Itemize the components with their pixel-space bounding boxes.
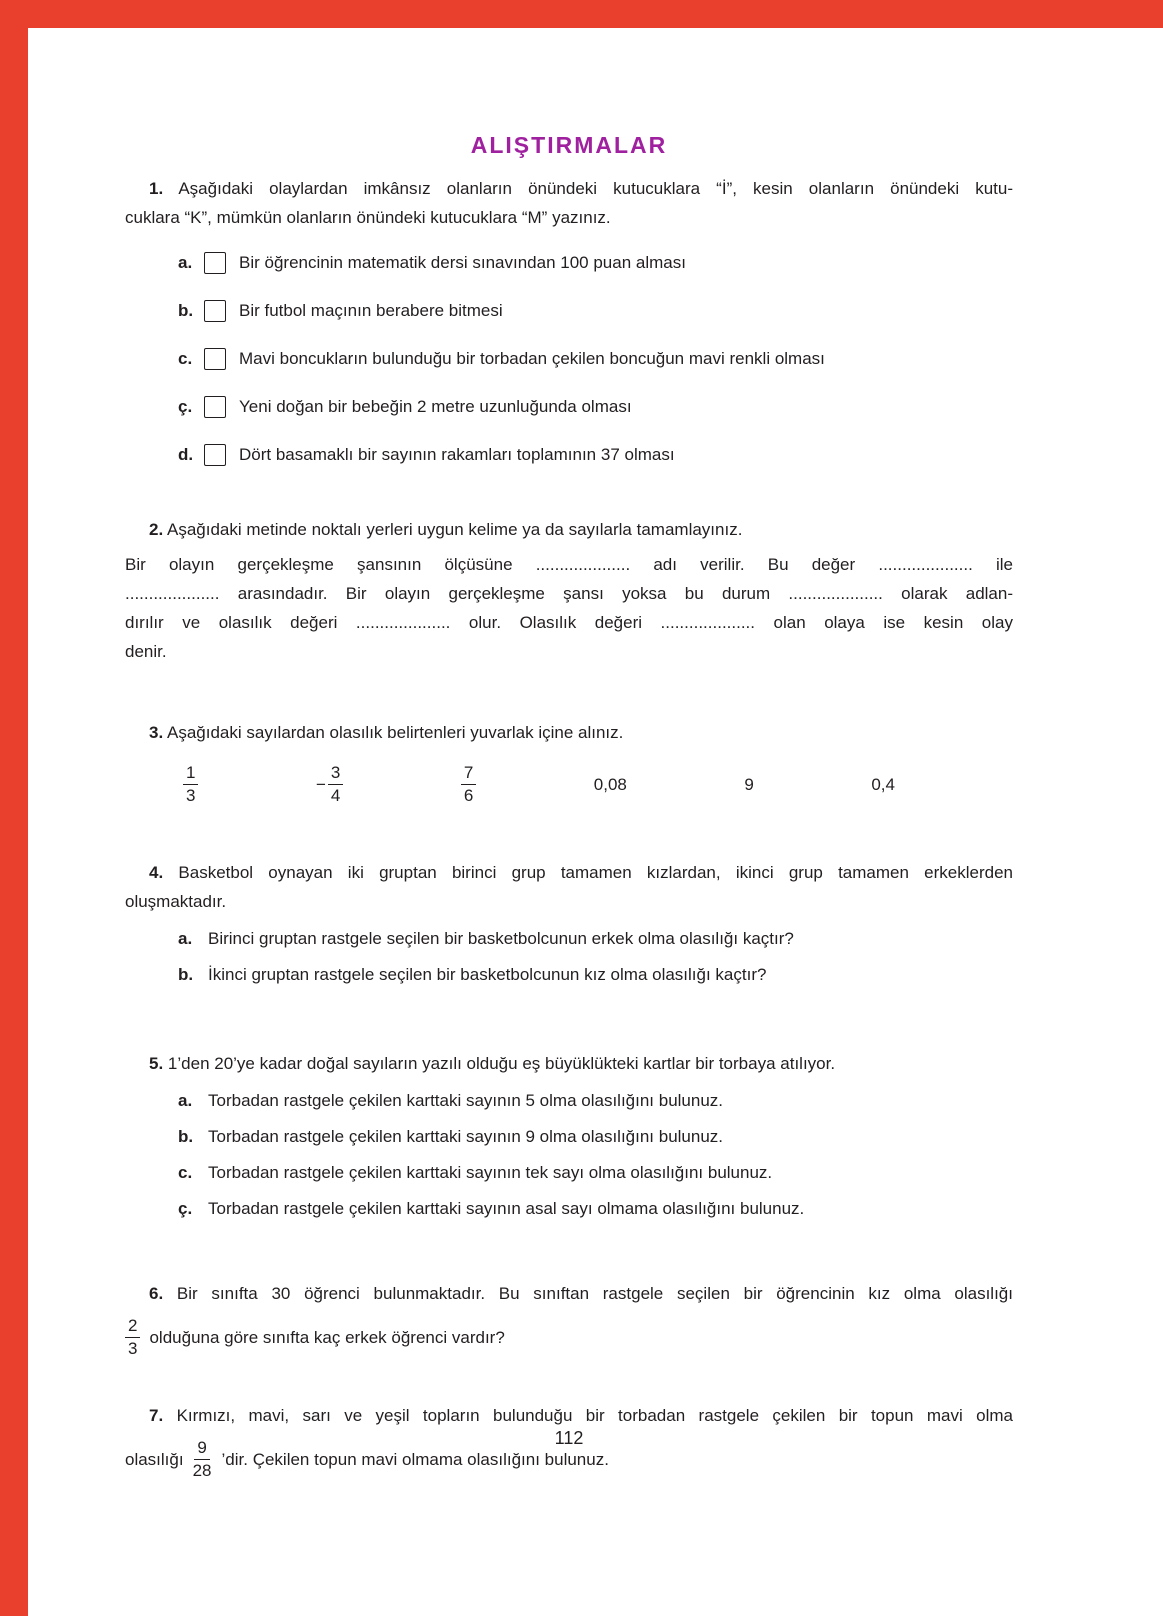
item-text: Torbadan rastgele çekilen karttaki sayının tek sayı olma olasılığını bulunuz. (208, 1163, 773, 1182)
fraction: $\frac{9}{28}$ (192, 1438, 212, 1480)
item-label: a. (178, 929, 193, 948)
item-label: c. (178, 349, 193, 368)
question-4-items (125, 924, 1013, 989)
probability-candidate-fraction (183, 763, 198, 806)
question-text: Aşağıdaki sayılardan olasılık belirtenleri yuvarlak içine alınız. (166, 723, 624, 742)
item-label: a. (178, 253, 193, 272)
item-label: b. (178, 965, 194, 984)
question-6-line2 (125, 1316, 1013, 1359)
question-1-items (125, 248, 1013, 469)
question-1 (125, 174, 1013, 469)
answer-checkbox[interactable] (204, 300, 226, 322)
question-2 (125, 515, 1013, 666)
question-6 (125, 1279, 1013, 1359)
list-item (125, 344, 1013, 373)
answer-checkbox[interactable] (204, 252, 226, 274)
item-text: Dört basamaklı bir sayının rakamları toplamının 37 olması (239, 445, 675, 464)
probability-candidate-number: 0,08 (593, 775, 627, 794)
item-label: a. (178, 1091, 193, 1110)
answer-checkbox[interactable] (204, 444, 226, 466)
fill-in-line: Bir olayın gerçekleşme şansının ölçüsüne .................... adı verilir. Bu değer .................... ile (125, 555, 1013, 574)
item-text: Birinci gruptan rastgele seçilen bir basketbolcunun erkek olma olasılığı kaçtır? (208, 929, 794, 948)
question-4-line1 (125, 858, 1013, 887)
question-4 (125, 858, 1013, 989)
fraction: $\frac{2}{3}$ (125, 1316, 140, 1359)
question-text: ’dir. Çekilen topun mavi olmama olasılığını bulunuz. (221, 1450, 609, 1469)
item-label: b. (178, 301, 194, 320)
question-number: 5. (149, 1054, 164, 1073)
question-4-line2: oluşmaktadır. (125, 892, 227, 911)
question-text: Kırmızı, mavi, sarı ve yeşil topların bulunduğu bir torbadan rastgele çekilen bir topun mavi olma (176, 1406, 1013, 1425)
fraction: $\frac{7}{6}$ (461, 763, 476, 806)
list-item (125, 1086, 1013, 1115)
item-label: ç. (178, 1199, 193, 1218)
question-number: 2. (149, 520, 164, 539)
question-number: 4. (149, 863, 164, 882)
list-item (125, 296, 1013, 325)
q3-numbers-row (183, 763, 895, 806)
question-text: Aşağıdaki metinde noktalı yerleri uygun kelime ya da sayılarla tamamlayınız. (166, 520, 743, 539)
question-text: Aşağıdaki olaylardan imkânsız olanların önündeki kutucuklara “İ”, kesin olanların önündeki kutu- (178, 179, 1013, 198)
question-text: olasılığı (125, 1450, 184, 1469)
list-item (125, 960, 1013, 989)
item-text: Mavi boncukların bulunduğu bir torbadan çekilen boncuğun mavi renkli olması (239, 349, 825, 368)
item-label: c. (178, 1163, 193, 1182)
list-item (125, 1122, 1013, 1151)
probability-candidate-fraction (461, 763, 476, 806)
item-text: Bir futbol maçının berabere bitmesi (239, 301, 503, 320)
question-number: 3. (149, 723, 164, 742)
probability-candidate-number: 9 (744, 775, 754, 794)
item-label: b. (178, 1127, 194, 1146)
list-item (125, 924, 1013, 953)
question-text: 1’den 20’ye kadar doğal sayıların yazılı olduğu eş büyüklükteki kartlar bir torbaya atılıyor. (167, 1054, 836, 1073)
item-text: Torbadan rastgele çekilen karttaki sayının 5 olma olasılığını bulunuz. (208, 1091, 724, 1110)
question-5 (125, 1049, 1013, 1223)
question-3 (125, 718, 1013, 806)
list-item (125, 248, 1013, 277)
page-title: ALIŞTIRMALAR (470, 132, 668, 158)
item-text: Torbadan rastgele çekilen karttaki sayının asal sayı olmama olasılığını bulunuz. (208, 1199, 805, 1218)
item-text: Bir öğrencinin matematik dersi sınavından 100 puan alması (239, 253, 686, 272)
item-text: Torbadan rastgele çekilen karttaki sayının 9 olma olasılığını bulunuz. (208, 1127, 724, 1146)
list-item (125, 1158, 1013, 1187)
fill-in-paragraph (125, 550, 1013, 666)
question-number: 6. (149, 1284, 164, 1303)
question-2-heading (125, 515, 1013, 544)
list-item (125, 440, 1013, 469)
page-number: 112 (554, 1428, 584, 1448)
question-text: Bir sınıfta 30 öğrenci bulunmaktadır. Bu sınıftan rastgele seçilen bir öğrencinin kız olma olasılığı (176, 1284, 1013, 1303)
question-5-items (125, 1086, 1013, 1223)
item-label: ç. (178, 397, 193, 416)
list-item (125, 392, 1013, 421)
question-text: olduğuna göre sınıfta kaç erkek öğrenci vardır? (149, 1328, 505, 1347)
question-text: Basketbol oynayan iki gruptan birinci grup tamamen kızlardan, ikinci grup tamamen erkeklerden (178, 863, 1013, 882)
fraction: $\frac{1}{3}$ (183, 763, 198, 806)
answer-checkbox[interactable] (204, 396, 226, 418)
item-text: İkinci gruptan rastgele seçilen bir basketbolcunun kız olma olasılığı kaçtır? (208, 965, 767, 984)
question-1-line1 (125, 174, 1013, 203)
answer-checkbox[interactable] (204, 348, 226, 370)
question-number: 1. (149, 179, 164, 198)
item-label: d. (178, 445, 194, 464)
fraction: $\frac{3}{4}$ (328, 763, 343, 806)
item-text: Yeni doğan bir bebeğin 2 metre uzunluğunda olması (239, 397, 632, 416)
question-1-line2: cuklara “K”, mümkün olanların önündeki kutucuklara “M” yazınız. (125, 208, 611, 227)
question-3-heading (125, 718, 1013, 747)
fill-in-line: dırılır ve olasılık değeri .................... olur. Olasılık değeri .................... olan olaya ise kesin olay (125, 613, 1013, 632)
probability-candidate-number: 0,4 (871, 775, 895, 794)
fill-in-line: .................... arasındadır. Bir olayın gerçekleşme şansı yoksa bu durum .................... olarak adlan- (125, 584, 1013, 603)
minus-sign: − (315, 775, 326, 794)
question-number: 7. (149, 1406, 164, 1425)
list-item (125, 1194, 1013, 1223)
question-5-heading (125, 1049, 1013, 1078)
fill-in-line: denir. (125, 642, 167, 661)
question-6-line1 (125, 1279, 1013, 1308)
probability-candidate-fraction (316, 763, 343, 806)
